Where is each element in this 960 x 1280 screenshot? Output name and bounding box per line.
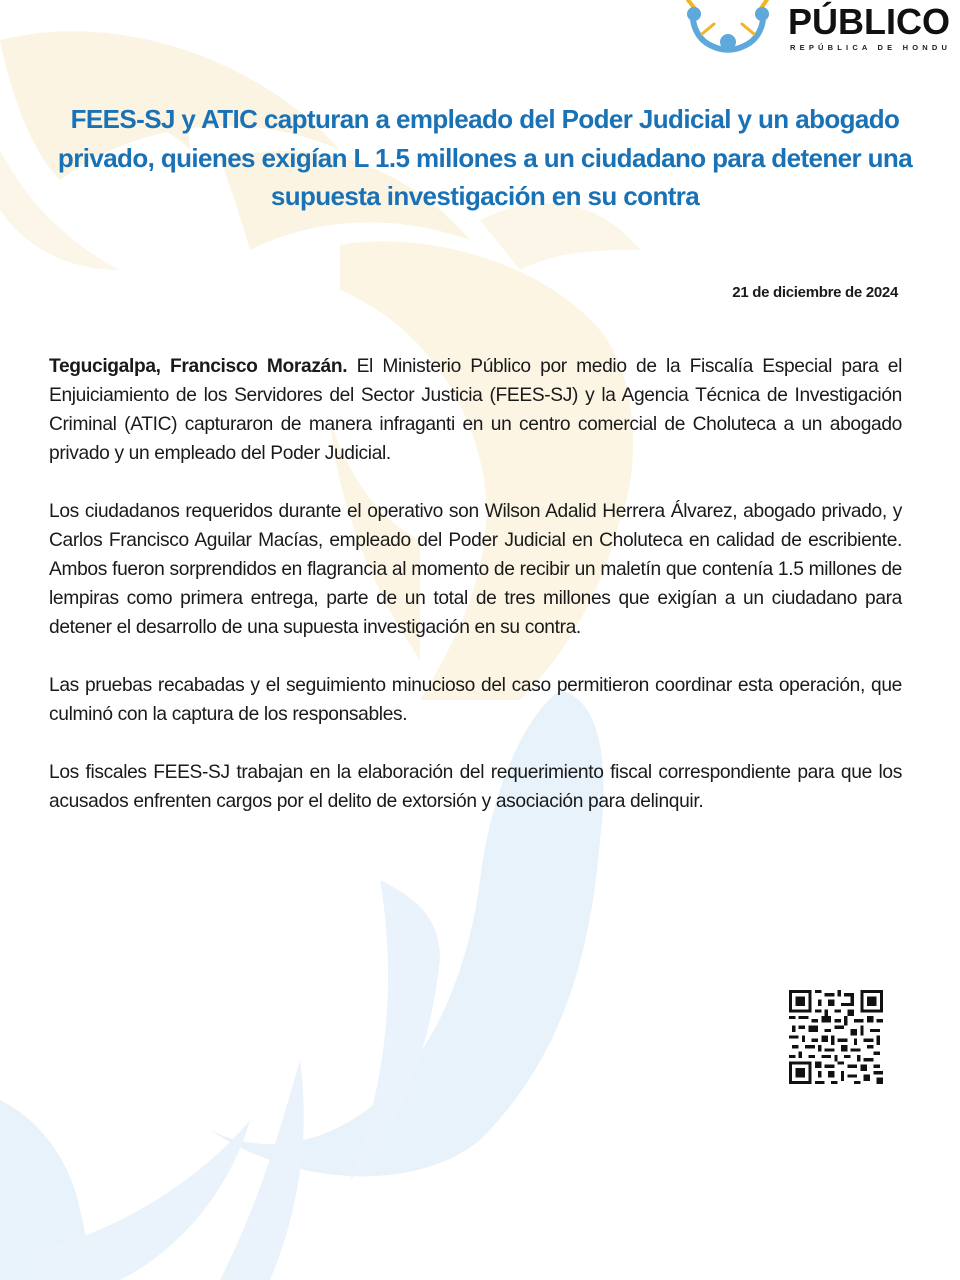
- logo-title: PÚBLICO: [788, 1, 950, 42]
- qr-code-icon[interactable]: [788, 990, 884, 1084]
- paragraph-4: Los fiscales FEES-SJ trabajan en la elaboración del requerimiento fiscal correspondiente para que los acusados enfrenten cargos por el delito de extorsión y asociación para delinquir.: [49, 762, 902, 812]
- paragraph-1-lead: Tegucigalpa, Francisco Morazán.: [49, 356, 348, 377]
- press-release-body: [49, 352, 902, 845]
- logo-subtitle: REPÚBLICA DE HONDU: [790, 43, 952, 52]
- press-release-title: FEES-SJ y ATIC capturan a empleado del Poder Judicial y un abogado privado, quienes exigían L 1.5 millones a un ciudadano para detener una supuesta investigación en su contra: [57, 104, 913, 211]
- paragraph-2: Los ciudadanos requeridos durante el operativo son Wilson Adalid Herrera Álvarez, abogado privado, y Carlos Francisco Aguilar Macías, empleado del Poder Judicial en Choluteca en calidad de escribiente. Ambos fueron sorprendidos en flagrancia al momento de recibir un maletín que contenía 1.5 millones de lempiras como primera entrega, parte de un total de tres millones que exigían a un ciudadano para detener el desarrollo de una supuesta investigación en su contra.: [49, 501, 902, 638]
- press-release-date: 21 de diciembre de 2024: [732, 284, 898, 301]
- paragraph-1: [49, 352, 902, 468]
- paragraph-1-text: El Ministerio Público por medio de la Fiscalía Especial para el Enjuiciamiento de los Servidores del Sector Justicia (FEES-SJ) y la Agencia Técnica de Investigación Criminal (ATIC) capturaron de manera infraganti en un centro comercial de Choluteca a un abogado privado y un empleado del Poder Judicial.: [49, 356, 902, 464]
- ministerio-publico-logo: [676, 0, 960, 60]
- paragraph-3: Las pruebas recabadas y el seguimiento minucioso del caso permitieron coordinar esta operación, que culminó con la captura de los responsables.: [49, 675, 902, 725]
- ministerio-publico-logo-icon: [680, 0, 776, 56]
